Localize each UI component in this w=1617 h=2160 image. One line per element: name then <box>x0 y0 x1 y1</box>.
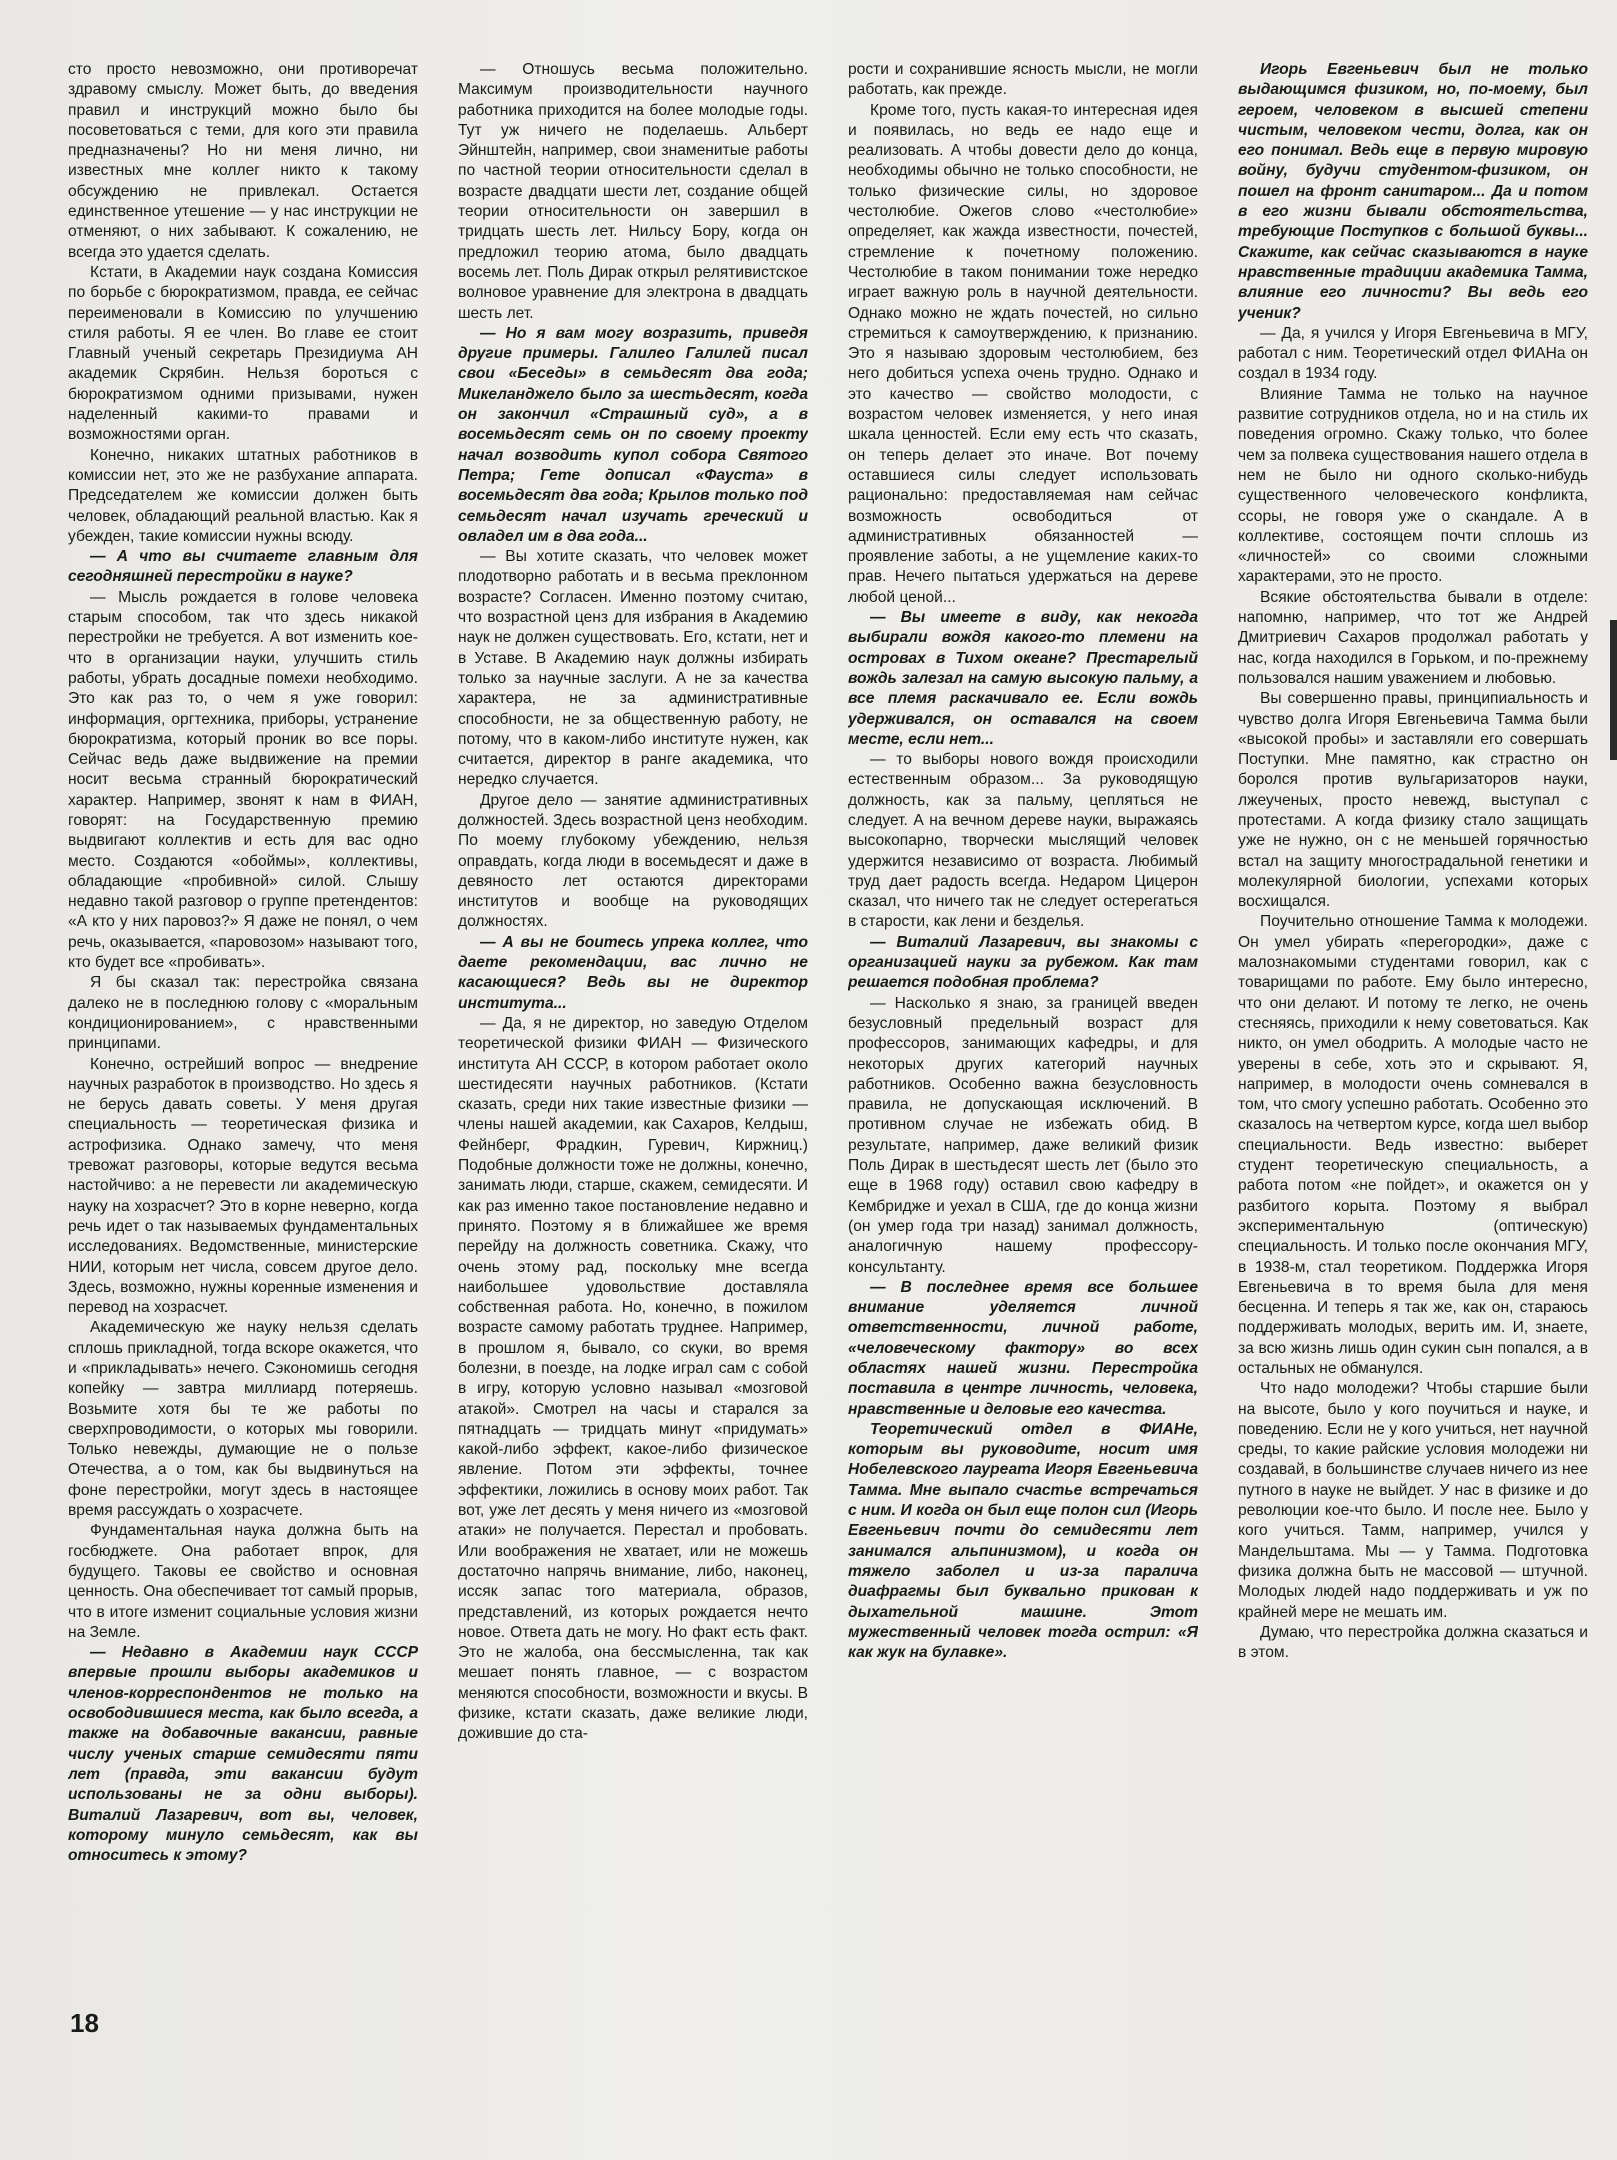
article-paragraph: Думаю, что перестройка должна сказаться и в этом. <box>1238 1623 1588 1662</box>
interview-question: — Виталий Лазаревич, вы знакомы с организацией науки за рубежом. Как там решается подобная проблема? <box>848 933 1198 992</box>
page-number: 18 <box>70 2008 99 2038</box>
article-paragraph: Что надо молодежи? Чтобы старшие были на высоте, было у кого поучиться и науке, и поведению. Если не у кого учиться, нет научной среды, то какие райские условия молодежи ни создавай, в большинстве случаев ничего из нее путного в науке не выйдет. У нас в физике и до революции кое-что было. И после нее. Было у кого учиться. Тамм, например, учился у Мандельштама. Мы — у Тамма. Подготовка физика должна быть не массовой — штучной. Молодых людей надо поддерживать и уж по крайней мере не мешать им. <box>1238 1380 1588 1621</box>
article-paragraph: Фундаментальная наука должна быть на госбюджете. Она работает впрок, для будущего. Таковы ее свойство и основная ценность. Она обеспечивает тот самый прорыв, что в итоге изменит социальные условия жизни на Земле. <box>68 1522 418 1641</box>
interview-question: — Недавно в Академии наук СССР впервые прошли выборы академиков и членов-корреспондентов не только на освободившиеся места, как было всегда, а также на добавочные вакансии, равные числу ученых старше семидесяти пяти лет (правда, эти вакансии будут использованы не за одни выборы). Виталий Лазаревич, вот вы, человек, которому минуло семьдесят, как вы относитесь к этому? <box>68 1644 418 1865</box>
interview-question: Игорь Евгеньевич был не только выдающимся физиком, но, по-моему, был героем, человеком в высшей степени чистым, человеком чести, долга, как он его понимал. Ведь еще в первую мировую войну, будучи студентом-физиком, он пошел на фронт санитаром... Да и потом в его жизни бывали обстоятельства, требующие Поступков с большой буквы... Скажите, как сейчас сказываются в науке нравственные традиции академика Тамма, влияние его личности? Вы ведь его ученик? <box>1238 61 1588 322</box>
article-paragraph: Кроме того, пусть какая-то интересная идея и появилась, но ведь ее надо еще и реализовать. А чтобы довести дело до конца, необходимы обычно не только способности, не только физические силы, но здоровое честолюбие. Ожегов слово «честолюбие» определяет, как жажда известности, почестей, стремление к почетному положению. Честолюбие в таком понимании тоже нередко играет важную роль в научной деятельности. Однако можно не ждать почестей, но сильно стремиться к самоутверждению, к признанию. Это я называю здоровым честолюбием, без него добиться успеха очень трудно. Однако и это качество — свойство молодости, с возрастом человек изменяется, у него иная шкала ценностей. Если ему есть что сказать, он теперь делает это иначе. Вот почему оставшиеся силы следует использовать рационально: предоставляемая нам сейчас возможность освободиться от административных обязанностей — проявление заботы, а не ущемление каких-то прав. Нечего пытаться удержаться на дереве любой ценой... <box>848 101 1198 606</box>
article-paragraph: Конечно, острейший вопрос — внедрение научных разработок в производство. Но здесь я не берусь давать советы. У меня другая специальность — теоретическая физика и астрофизика. Однако замечу, что меня тревожат разговоры, которые ведутся весьма настойчиво: а не перевести ли академическую науку на хозрасчет? Это в корне неверно, когда речь идет о так называемых фундаментальных исследованиях. Ведомственные, министерские НИИ, которым нет числа, совсем другое дело. Здесь, возможно, нужны коренные изменения и перевод на хозрасчет. <box>68 1055 418 1317</box>
article-paragraph: Вы совершенно правы, принципиальность и чувство долга Игоря Евгеньевича Тамма были «высокой пробы» и заставляли его совершать Поступки. Мне памятно, как страстно он боролся против вульгаризаторов науки, лжеученых, просто невежд, выступал с протестами. А когда физику стало защищать уже не нужно, он с не меньшей горячностью встал на защиту многострадальной генетики и молекулярной биологии, успехами которых восхищался. <box>1238 690 1588 911</box>
article-paragraph: сто просто невозможно, они противоречат здравому смыслу. Может быть, до введения правил и инструкций можно было бы посоветоваться с теми, для кого эти правила предназначены? Но ни меня лично, ни известных мне коллег никто к такому обсуждению не привлекал. Остается единственное утешение — у нас инструкции не отменяют, о них забывают. К сожалению, не всегда это удается сделать. <box>68 61 418 261</box>
column-2 <box>458 60 808 2050</box>
interview-question: — А что вы считаете главным для сегодняшней перестройки в науке? <box>68 548 418 586</box>
interview-question: — Вы имеете в виду, как некогда выбирали вождя какого-то племени на островах в Тихом океане? Престарелый вождь залезал на самую высокую пальму, а все племя раскачивало ее. Если вождь удерживался, он оставался на своем месте, если нет... <box>848 609 1198 748</box>
article-paragraph: — то выборы нового вождя происходили естественным образом... За руководящую должность, как за пальму, цепляться не следует. А на вечном дереве науки, выражаясь высокопарно, творчески мыслящий человек удержится независимо от возраста. Любимый труд дает радость всегда. Недаром Цицерон сказал, что ничего так не следует остерегаться в старости, как лени и безделья. <box>848 751 1198 931</box>
interview-question: — В последнее время все большее внимание уделяется личной ответственности, личной работе, «человеческому фактору» во всех областях нашей жизни. Перестройка поставила в центре личность, человека, нравственные и деловые его качества. <box>848 1278 1198 1418</box>
article-paragraph: — Да, я не директор, но заведую Отделом теоретической физики ФИАН — Физического института АН СССР, в котором работает около шестидесяти научных работников. (Кстати сказать, среди них такие известные физики — члены нашей академии, как Сахаров, Келдыш, Фейнберг, Фрадкин, Гуревич, Киржниц.) Подобные должности тоже не должны, конечно, занимать люди, старше, скажем, семидесяти. И как раз именно такое постановление недавно и принято. Поэтому я в ближайшее же время перейду на должность советника. Скажу, что очень этому рад, поскольку мне всегда наибольшее удовольствие доставляла собственная работа. Но, конечно, в пожилом возрасте самому работать труднее. Например, в прошлом я, бывало, со скуки, во время болезни, в поезде, на лодке играл сам с собой в игру, которую условно называл «мозговой атакой». Смотрел на часы и старался за пятнадцать — тридцать минут «придумать» какой-либо эффект, какое-либо физическое явление. Потом эти эффекты, точнее эффектики, ложились в основу моих работ. Так вот, уже лет десять у меня ничего из «мозговой атаки» не получается. Перестал и пробовать. Или воображения не хватает, или не можешь достаточно напрячь внимание, либо, наконец, иссяк запас того материала, образов, представлений, из которых рождается нечто новое. Ответа дать не могу. Но факт есть факт. Это не жалоба, она бессмысленна, так как мешает понять главное, — с возрастом меняются способности, возможности и вкусы. В физике, кстати сказать, даже великие люди, дожившие до ста- <box>458 1014 808 1743</box>
column-1 <box>68 60 418 2050</box>
column-3 <box>848 60 1198 2050</box>
article-paragraph: — Да, я учился у Игоря Евгеньевича в МГУ, работал с ним. Теоретический отдел ФИАНа он создал в 1934 году. <box>1238 324 1588 383</box>
article-paragraph: — Вы хотите сказать, что человек может плодотворно работать и в весьма преклонном возрасте? Согласен. Именно поэтому считаю, что возрастной ценз для избрания в Академию наук не должен существовать. Его, кстати, нет и в Уставе. В Академию наук должны избирать только за научные заслуги. А не за качества характера, не за административные способности, не за общественную работу, не потому, что в каком-либо институте нужен, как считается, директор в ранге академика, что нередко случается. <box>458 548 808 789</box>
article-paragraph: Всякие обстоятельства бывали в отделе: напомню, например, что тот же Андрей Дмитриевич Сахаров продолжал работать у нас, когда находился в Горьком, и по-прежнему пользовался нашим уважением и любовью. <box>1238 588 1588 687</box>
page-edge-tab <box>1610 620 1617 760</box>
article-paragraph: Я бы сказал так: перестройка связана далеко не в последнюю голову с «моральным кондиционированием», с нравственными принципами. <box>68 974 418 1053</box>
article-paragraph: Академическую же науку нельзя сделать сплошь прикладной, тогда вскоре окажется, что и «прикладывать» нечего. Сэкономишь сегодня копейку — завтра миллиард потеряешь. Возьмите хотя бы те же работы по сверхпроводимости, о которых мы говорили. Только невежды, думающие не о пользе Отечества, а о том, как бы выдвинуться на фоне перестройки, могут здесь в настоящее время рассуждать о хозрасчете. <box>68 1319 418 1520</box>
interview-question: — Но я вам могу возразить, приведя другие примеры. Галилео Галилей писал свои «Беседы» в семьдесят два года; Микеланджело было за шестьдесят, когда он закончил «Страшный суд», а в восемьдесят семь он по своему проекту начал возводить купол собора Святого Петра; Гете дописал «Фауста» в восемьдесят два года; Крылов только под семьдесят начал изучать греческий и овладел им в два года... <box>458 324 808 545</box>
article-paragraph: — Мысль рождается в голове человека старым способом, так что здесь никакой перестройки не требуется. А вот изменить кое-что в организации науки, улучшить стиль работы, убрать досадные помехи необходимо. Это как раз то, о чем я уже говорил: информация, оргтехника, приборы, устранение бюрократизма, который проник во все поры. Сейчас ведь даже выдвижение на премии носит весьма странный бюрократический характер. Например, звонят к нам в ФИАН, говорят: на Государственную премию выдвигают коллектив и есть для вас одно место. Создаются «обоймы», коллективы, обладающие «пробивной» силой. Слышу недавно такой разговор о группе претендентов: «А кто у них паровоз?» Я даже не понял, о чем речь, оказывается, «паровозом» называют того, кто будет все «пробивать». <box>68 588 418 972</box>
interview-question: — А вы не боитесь упрека коллег, что даете рекомендации, вас лично не касающиеся? Ведь вы не директор института... <box>458 933 808 1012</box>
interview-question: Теоретический отдел в ФИАНе, которым вы руководите, носит имя Нобелевского лауреата Игоря Евгеньевича Тамма. Мне выпало счастье встречаться с ним. И когда он был еще полон сил (Игорь Евгеньевич почти до семидесяти лет занимался альпинизмом), и когда он тяжело заболел и из-за паралича диафрагмы был буквально прикован к дыхательной машине. Этот мужественный человек тогда острил: «Я как жук на булавке». <box>848 1420 1198 1662</box>
article-paragraph: Конечно, никаких штатных работников в комиссии нет, это же не разбухание аппарата. Председателем же комиссии должен быть человек, обладающий реальной властью. Как я убежден, такие комиссии нужны всюду. <box>68 446 418 545</box>
column-4 <box>1238 60 1588 2050</box>
article-paragraph: Кстати, в Академии наук создана Комиссия по борьбе с бюрократизмом, правда, ее сейчас переименовали в Комиссию по улучшению стиля работы. Я ее член. Во главе ее стоит Главный ученый секретарь Президиума АН академик Скрябин. Нельзя бороться с бюрократизмом одними призывами, нужен наделенный какими-то правами и возможностями орган. <box>68 263 418 444</box>
article-paragraph: рости и сохранившие ясность мысли, не могли работать, как прежде. <box>848 61 1198 99</box>
article-paragraph: — Отношусь весьма положительно. Максимум производительности научного работника приходится на более молодые годы. Тут уж ничего не поделаешь. Альберт Эйнштейн, например, свои знаменитые работы по частной теории относительности сделал в возрасте двадцати шести лет, создание общей теории относительности он завершил в тридцать шесть лет. Нильсу Бору, когда он предложил теорию атома, было двадцать восемь лет. Поль Дирак открыл релятивистское волновое уравнение для электрона в двадцать шесть лет. <box>458 61 808 322</box>
article-paragraph: Поучительно отношение Тамма к молодежи. Он умел убирать «перегородки», даже с малознакомыми студентами говорил, как с товарищами по работе. Ему было интересно, что они делают. И потому те легко, не очень стесняясь, приходили к нему советоваться. Как никто, он умел ободрить. А молодые часто не уверены в себе, хоть это и скрывают. Я, например, в молодости очень сомневался в том, что смогу успешно работать. Особенно это сказалось на четвертом курсе, когда шел выбор специальности. Ведь известно: выберет студент теоретическую специальность, а работа потом «не пойдет», и окажется он у разбитого корыта. Поэтому я выбрал экспериментальную (оптическую) специальность. И только после окончания МГУ, в 1938-м, стал теоретиком. Поддержка Игоря Евгеньевича в то время была для меня бесценна. И теперь я так же, как он, стараюсь поддерживать молодых, верить им. И, знаете, за всю жизнь лишь один сукин сын попался, а в остальных не обманулся. <box>1238 913 1588 1377</box>
article-paragraph: Другое дело — занятие административных должностей. Здесь возрастной ценз необходим. По моему глубокому убеждению, нельзя оправдать, когда люди в восемьдесят и даже в девяносто лет остаются директорами институтов и вообще на руководящих должностях. <box>458 791 808 931</box>
article-paragraph: — Насколько я знаю, за границей введен безусловный предельный возраст для профессоров, занимающих кафедры, и для некоторых других категорий научных работников. Особенно важна безусловность правила, не допускающая исключений. В противном случае не избежать обид. В результате, например, даже великий физик Поль Дирак в шестьдесят шесть лет (было это еще в 1968 году) оставил свою кафедру в Кембридже и уехал в США, где до конца жизни (он умер года три назад) занимал должность, аналогичную нашему профессору-консультанту. <box>848 994 1198 1276</box>
article-columns <box>68 60 1588 2050</box>
article-paragraph: Влияние Тамма не только на научное развитие сотрудников отдела, но и на стиль их поведения огромно. Скажу только, что более чем за полвека существования нашего отдела в нем не было ни одного сколько-нибудь существенного человеческого конфликта, ссоры, не говоря уже о скандале. А в коллективе, состоящем почти сплошь из «личностей» со своими сложными характерами, это не просто. <box>1238 385 1588 586</box>
